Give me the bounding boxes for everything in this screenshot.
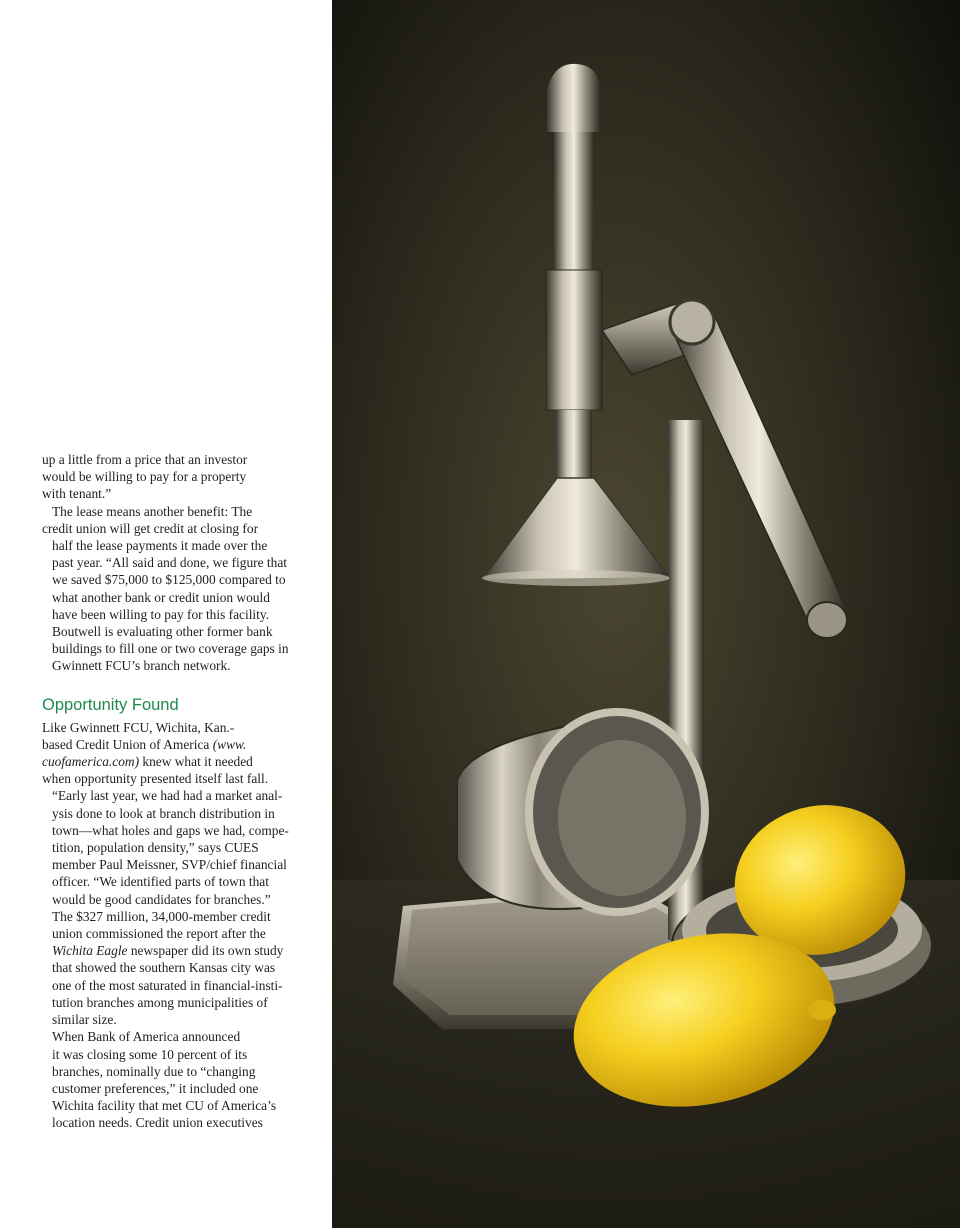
- text-fragment: newspaper did its own study: [127, 943, 284, 959]
- paragraph-7: [42, 1028, 314, 1131]
- text-line: Wichita facility that met CU of America’s: [52, 1098, 277, 1114]
- photo-illustration: [332, 0, 960, 1228]
- text-line: The lease means another benefit: The: [52, 503, 253, 519]
- text-line: Boutwell is evaluating other former bank: [52, 624, 273, 640]
- text-line: would be willing to pay for a property: [42, 469, 247, 485]
- publication-name: Wichita Eagle: [52, 943, 128, 959]
- text-line: ysis done to look at branch distribution in: [52, 805, 275, 821]
- text-line: when opportunity presented itself last fall.: [42, 771, 269, 787]
- text-line: tution branches among municipalities of: [52, 994, 268, 1010]
- text-line: similar size.: [52, 1012, 117, 1028]
- text-line: [42, 942, 314, 959]
- text-line: would be good candidates for branches.”: [52, 891, 271, 907]
- text-line: location needs. Credit union executives: [52, 1115, 263, 1131]
- text-fragment: knew what it needed: [139, 754, 253, 770]
- text-line: [42, 753, 314, 770]
- text-fragment: based Credit Union of America: [42, 736, 213, 752]
- text-line: past year. “All said and done, we figure that: [52, 555, 288, 571]
- text-line: one of the most saturated in financial-insti-: [52, 977, 283, 993]
- text-line: Like Gwinnett FCU, Wichita, Kan.-: [42, 719, 235, 735]
- text-line: When Bank of America announced: [52, 1029, 241, 1045]
- text-line: branches, nominally due to “changing: [52, 1063, 256, 1079]
- text-column: [0, 0, 332, 1228]
- text-line: “Early last year, we had had a market anal-: [52, 788, 283, 804]
- text-line: up a little from a price that an investor: [42, 452, 248, 467]
- still-life-photo: [332, 0, 960, 1228]
- section-heading: Opportunity Found: [42, 695, 179, 714]
- text-line: The $327 million, 34,000-member credit: [52, 908, 271, 924]
- paragraph-2: [42, 503, 314, 623]
- text-line: buildings to fill one or two coverage gaps in: [52, 641, 289, 657]
- text-line: it was closing some 10 percent of its: [52, 1046, 248, 1062]
- text-line: Gwinnett FCU’s branch network.: [52, 658, 231, 674]
- text-line: what another bank or credit union would: [52, 589, 270, 605]
- text-line: with tenant.”: [42, 486, 112, 502]
- text-line: member Paul Meissner, SVP/chief financial: [52, 857, 287, 873]
- paragraph-6: [42, 908, 314, 1028]
- article-body: [42, 451, 314, 1132]
- text-line: union commissioned the report after the: [52, 926, 266, 942]
- text-line: half the lease payments it made over the: [52, 538, 268, 554]
- text-line: tition, population density,” says CUES: [52, 840, 259, 856]
- url-text: cuofamerica.com): [42, 754, 140, 770]
- text-line: we saved $75,000 to $125,000 compared to: [52, 572, 286, 588]
- text-line: customer preferences,” it included one: [52, 1080, 259, 1096]
- text-line: town—what holes and gaps we had, compe-: [52, 822, 289, 838]
- paragraph-3: [42, 623, 314, 675]
- text-line: [42, 736, 314, 753]
- text-line: have been willing to pay for this facility.: [52, 606, 270, 622]
- paragraph-5: [42, 787, 314, 907]
- text-line: that showed the southern Kansas city was: [52, 960, 276, 976]
- paragraph-1: [42, 451, 314, 503]
- paragraph-4: [42, 719, 314, 788]
- text-line: credit union will get credit at closing for: [42, 520, 259, 536]
- text-line: officer. “We identified parts of town that: [52, 874, 269, 890]
- url-text: (www.: [212, 736, 247, 752]
